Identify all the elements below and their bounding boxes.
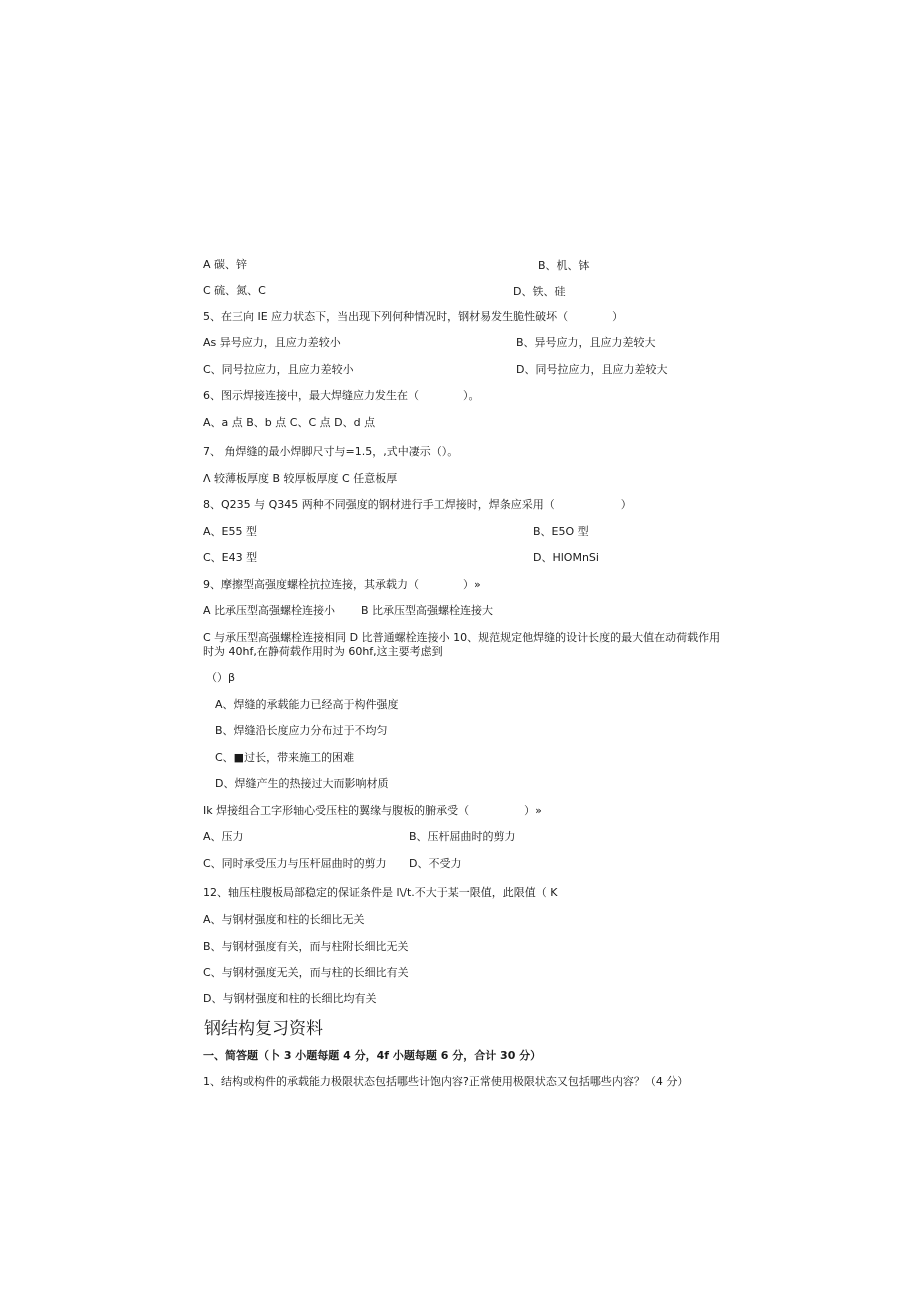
q8-option-d: D、HlOMnSi xyxy=(533,551,599,564)
q12-stem: 12、轴压柱腹板局部稳定的保证条件是 l\/t.不大于某一限值，此限值（ K xyxy=(203,886,558,899)
section-title: 钢结构复习资料 xyxy=(204,1019,323,1039)
q11-option-a: A、压力 xyxy=(203,830,244,843)
q6-stem: 6、图示焊接连接中，最大焊缝应力发生在（ ）。 xyxy=(203,389,480,402)
q10-option-c: C、■过长，带来施工的困难 xyxy=(215,751,355,764)
q7-options: Λ 较薄板厚度 B 较厚板厚度 C 任意板厚 xyxy=(203,472,398,485)
q12-option-d: D、与钢材强度和柱的长细比均有关 xyxy=(203,992,377,1005)
q11-option-c: C、同时承受压力与压杆屈曲时的剪力 xyxy=(203,857,387,870)
q5-option-a: As 异号应力，且应力差较小 xyxy=(203,336,341,349)
q10-option-d: D、焊缝产生的热接过大而影响材质 xyxy=(215,777,389,790)
q5-option-d: D、同号拉应力，且应力差较大 xyxy=(516,363,668,376)
q9-stem: 9、摩擦型高强度螺栓抗拉连接，其承载力（ ）» xyxy=(203,578,481,591)
q11-stem: Ik 焊接组合工字形轴心受压柱的翼缘与腹板的腑承受（ ）» xyxy=(203,804,542,817)
q8-option-c: C、E43 型 xyxy=(203,551,258,564)
q8-stem: 8、Q235 与 Q345 两种不同强度的钢材进行手工焊接时，焊条应采用（ ） xyxy=(203,498,632,511)
q5-stem: 5、在三向 IE 应力状态下，当出现下列何种情况时，钢材易发生脆性破坏（ ） xyxy=(203,310,624,323)
q12-option-b: B、与钢材强度有关，而与柱附长细比无关 xyxy=(203,940,409,953)
q10-option-a: A、焊缝的承载能力已经高于构件强度 xyxy=(215,698,399,711)
q11-option-d: D、不受力 xyxy=(409,857,462,870)
q11-option-b: B、压杆屈曲时的剪力 xyxy=(409,830,516,843)
q4-option-b: B、机、钵 xyxy=(538,259,590,272)
q6-options: A、a 点 B、b 点 C、C 点 D、d 点 xyxy=(203,416,376,429)
part1-question-1: 1、结构或构件的承载能力极限状态包括哪些计饱内容?正常使用极限状态又包括哪些内容？（4 分） xyxy=(203,1075,689,1088)
q7-stem: 7、 角焊缝的最小焊脚尺寸与=1.5，,式中凄示（）。 xyxy=(203,445,459,458)
q8-option-b: B、E5O 型 xyxy=(533,525,589,538)
q4-option-a: A 碳、锌 xyxy=(203,258,248,271)
q10-option-b: B、焊缝沿长度应力分布过于不均匀 xyxy=(215,724,388,737)
q9-option-b: B 比承压型高强螺栓连接大 xyxy=(361,604,494,617)
q9-options-cd-and-q10-stem: C 与承压型高强螺栓连接相同 D 比普通螺栓连接小 10、规范规定他焊缝的设计长度的最大值在动荷载作用时为 40hf,在静荷载作用时为 60hf,这主要考虑到 xyxy=(203,631,721,658)
q9-option-a: A 比承压型高强螺栓连接小 xyxy=(203,604,336,617)
q5-option-c: C、同号拉应力，且应力差较小 xyxy=(203,363,354,376)
q4-option-c: C 硫、氮、C xyxy=(203,284,266,297)
q5-option-b: B、异号应力，且应力差较大 xyxy=(516,336,656,349)
q8-option-a: A、E55 型 xyxy=(203,525,257,538)
q10-answer-paren: （）β xyxy=(206,671,236,684)
q12-option-a: A、与钢材强度和柱的长细比无关 xyxy=(203,913,365,926)
q4-option-d: D、铁、硅 xyxy=(513,285,566,298)
part1-heading: 一、简答题（卜 3 小题每题 4 分，4f 小题每题 6 分，合计 30 分） xyxy=(203,1049,542,1062)
q12-option-c: C、与钢材强度无关，而与柱的长细比有关 xyxy=(203,966,409,979)
